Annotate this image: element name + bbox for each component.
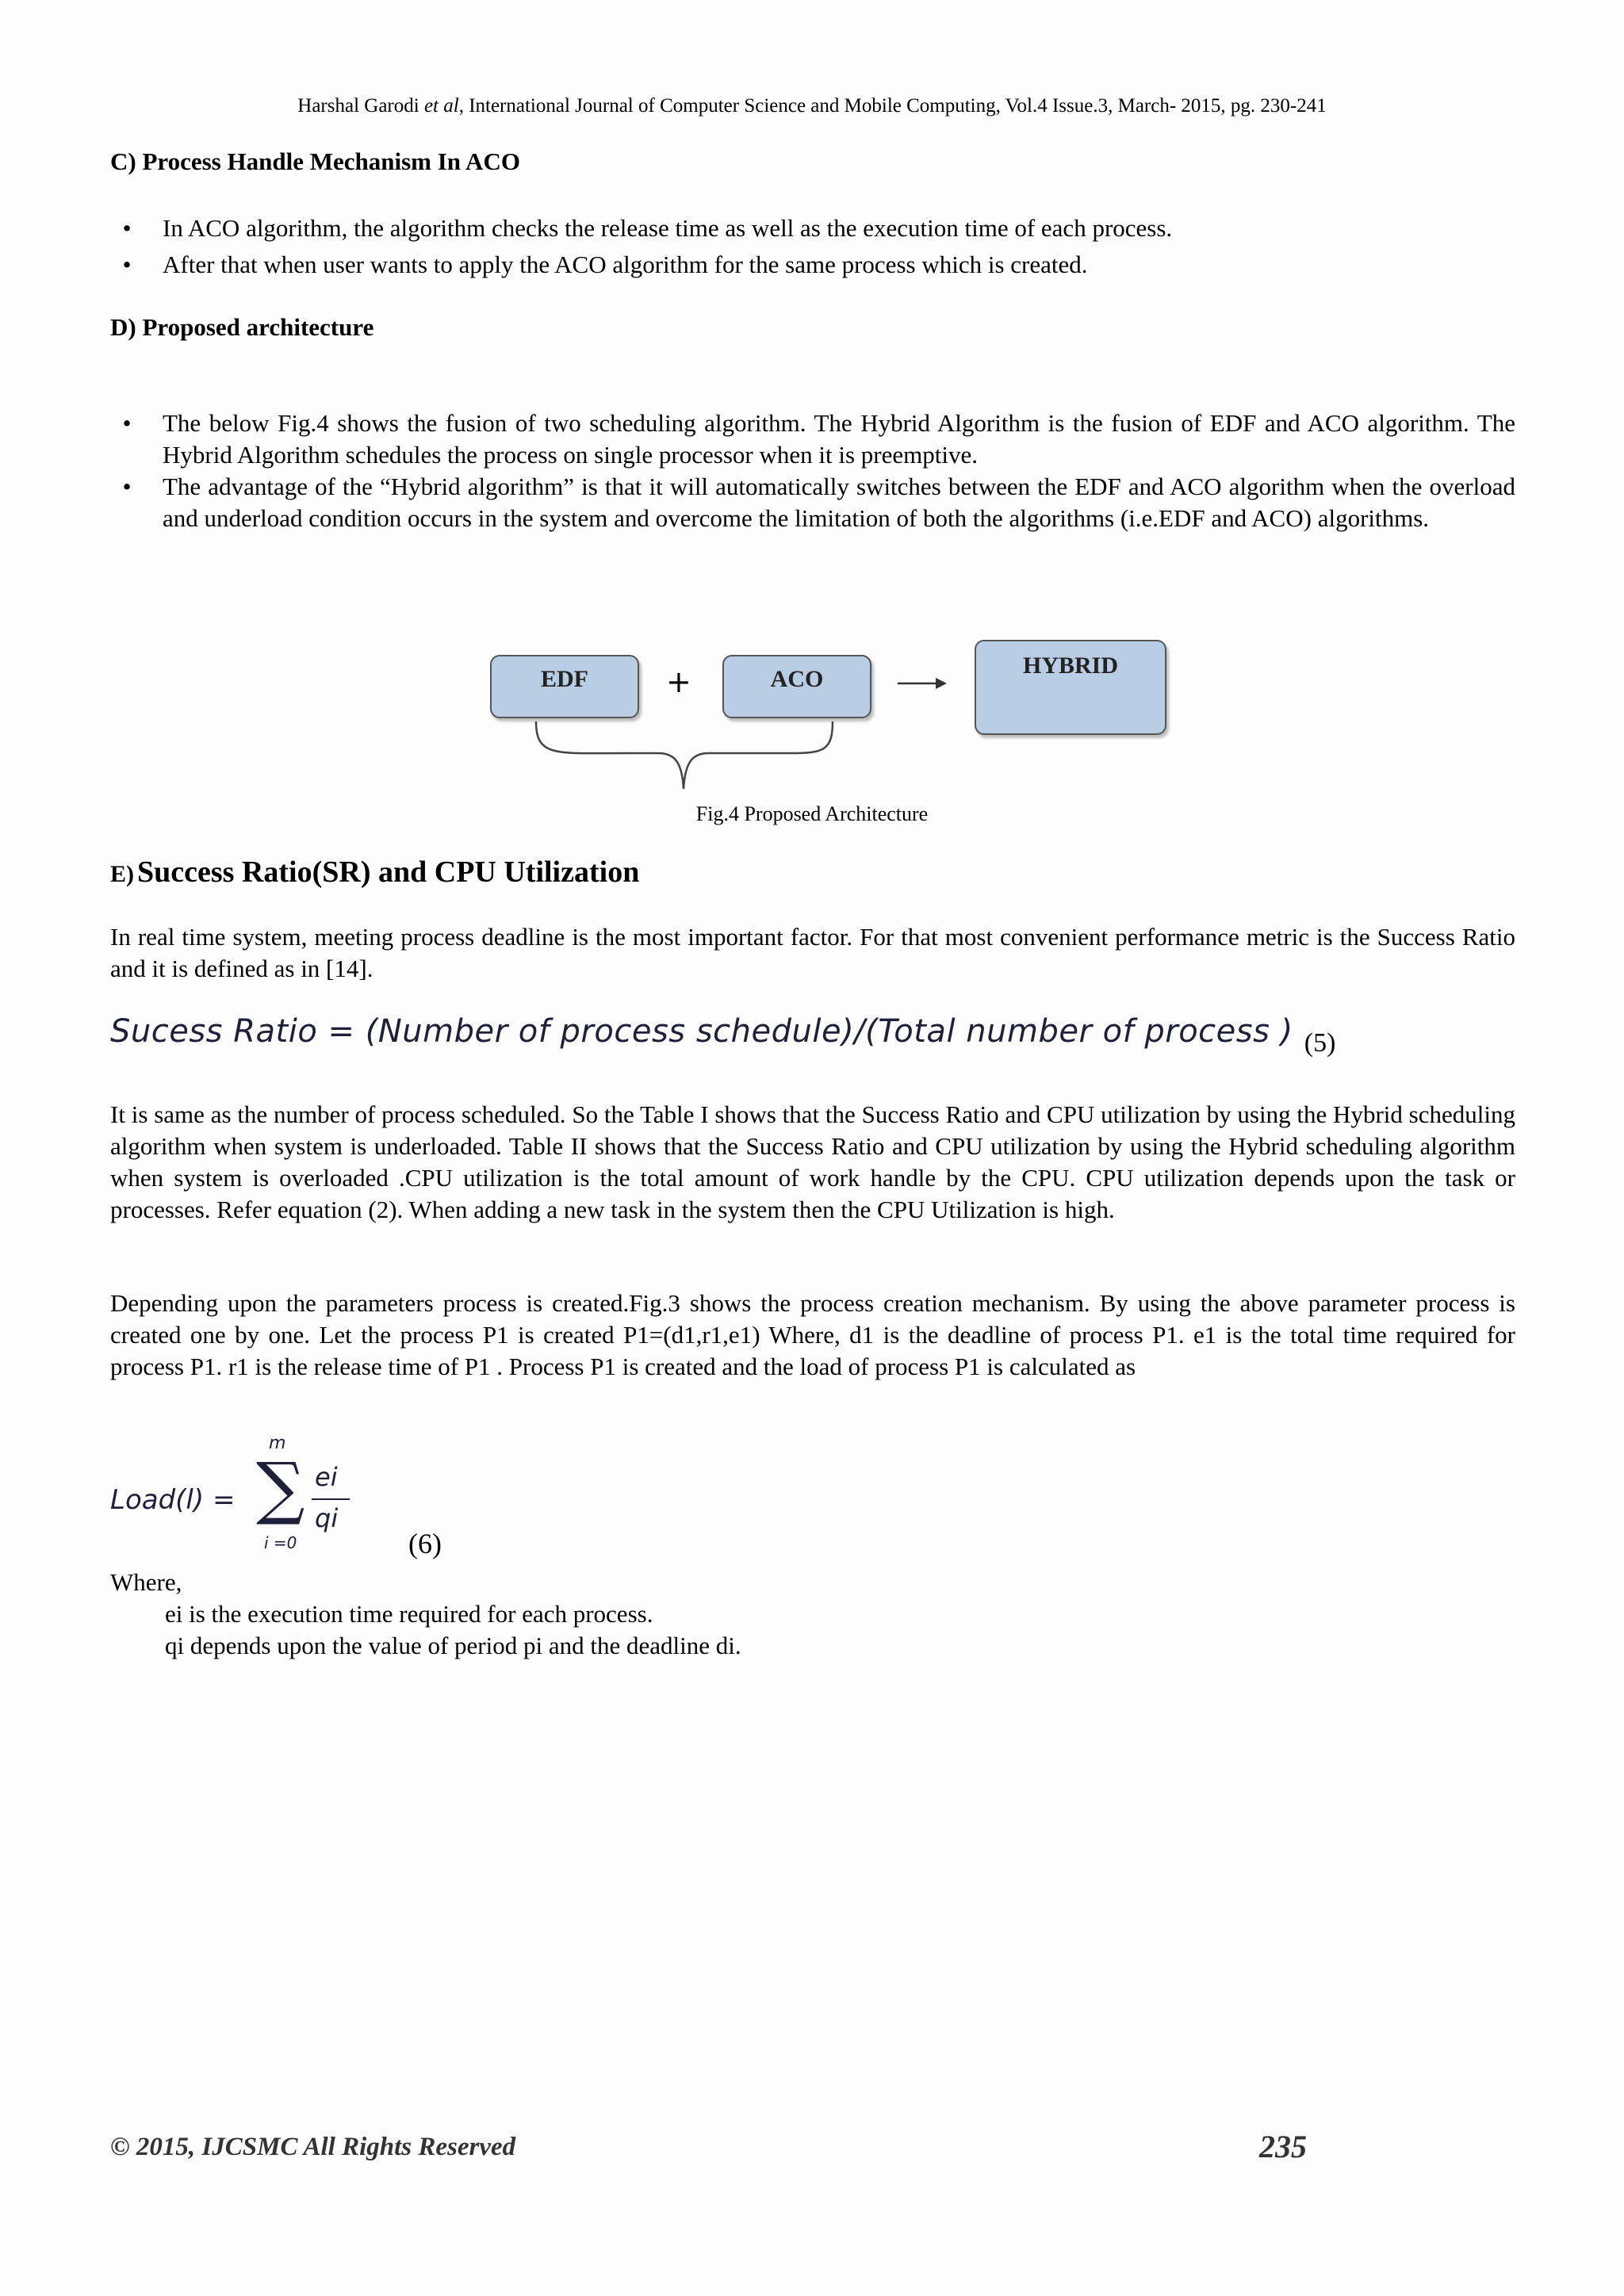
bullet-icon: • — [122, 473, 132, 500]
aco-label: ACO — [770, 666, 824, 692]
eq6-numerator: ei — [315, 1462, 338, 1492]
section-e-prefix: E) — [110, 861, 134, 887]
eq6-lower-limit: i =0 — [264, 1533, 297, 1552]
equation-5 — [110, 1013, 1336, 1058]
brace-icon — [536, 721, 833, 789]
bullet-text: After that when user wants to apply the ACO algorithm for the same process which is created. — [163, 251, 1088, 278]
header-journal: , International Journal of Computer Science and Mobile Computing, Vol.4 Issue.3, March- 2015, pg. 230-241 — [458, 95, 1327, 117]
plus-sign: + — [666, 664, 691, 699]
section-e-para2: It is same as the number of process scheduled. So the Table I shows that the Success Ratio and CPU utilization by using the Hybrid scheduling algorithm when system is underloaded. Table II shows that the Success Ratio and CPU utilization by using the Hybrid scheduling algorithm when system is overloaded .CPU utilization is the total amount of work handle by the CPU. CPU utilization depends upon the task or processes. Refer equation (2). When adding a new task in the system then the CPU Utilization is high. — [110, 1100, 1515, 1223]
where-label: Where, — [110, 1568, 182, 1596]
page-number: 235 — [1259, 2129, 1307, 2164]
hybrid-label: HYBRID — [1022, 652, 1118, 679]
bullet-icon: • — [122, 409, 132, 437]
copyright: © 2015, IJCSMC All Rights Reserved — [110, 2133, 516, 2161]
fraction-bar — [312, 1498, 350, 1500]
hybrid-box — [975, 640, 1166, 735]
list-item — [122, 471, 1515, 534]
section-e-heading — [110, 855, 639, 890]
sigma-icon: ∑ — [256, 1448, 305, 1528]
bullet-text: The below Fig.4 shows the fusion of two scheduling algorithm. The Hybrid Algorithm is the fusion of EDF and ACO algorithm. The Hybrid Algorithm schedules the process on single processor when it is preemptive. — [163, 409, 1515, 469]
edf-box — [490, 655, 639, 718]
where-ei: ei is the execution time required for each process. — [165, 1600, 653, 1628]
section-e-para1: In real time system, meeting process deadline is the most important factor. For that most convenient performance metric is the Success Ratio and it is defined as in [14]. — [110, 923, 1515, 982]
eq6-denominator: qi — [315, 1503, 339, 1533]
section-e-para3: Depending upon the parameters process is created.Fig.3 shows the process creation mechanism. By using the above parameter process is created one by one. Let the process P1 is created P1=(d1,r1,e1) Where, d1 is the deadline of process P1. e1 is the total time required for process P1. r1 is the release time of P1 . Process P1 is created and the load of process P1 is calculated as — [110, 1289, 1515, 1380]
section-c-heading: C) Process Handle Mechanism In ACO — [110, 147, 520, 175]
bullet-icon: • — [122, 251, 132, 278]
section-c-bullets — [122, 212, 1515, 281]
list-item — [122, 408, 1515, 471]
bullet-text: The advantage of the “Hybrid algorithm” is that it will automatically switches between the EDF and ACO algorithm when the overload and underload condition occurs in the system and overcome the limitation of both the algorithms (i.e.EDF and ACO) algorithms. — [163, 473, 1515, 532]
aco-box — [722, 655, 871, 718]
section-e-title: Success Ratio(SR) and CPU Utilization — [137, 855, 640, 889]
arrow-head-icon — [936, 678, 947, 689]
eq5-number: (5) — [1304, 1028, 1336, 1058]
where-qi: qi depends upon the value of period pi and the deadline di. — [165, 1632, 741, 1659]
running-header — [0, 95, 1624, 117]
section-d-bullets — [122, 408, 1515, 534]
list-item — [122, 249, 1515, 281]
list-item — [122, 212, 1515, 244]
figure-caption: Fig.4 Proposed Architecture — [695, 802, 929, 825]
header-author: Harshal Garodi — [297, 95, 424, 117]
section-d-heading: D) Proposed architecture — [110, 313, 374, 341]
bullet-icon: • — [122, 214, 132, 242]
eq6-number: (6) — [408, 1528, 442, 1559]
edf-label: EDF — [541, 666, 588, 692]
eq6-lhs: Load(l) = — [110, 1484, 236, 1516]
equation-6 — [110, 1433, 523, 1560]
eq6-upper-limit: m — [269, 1433, 286, 1453]
bullet-text: In ACO algorithm, the algorithm checks the release time as well as the execution time of each process. — [163, 214, 1173, 242]
header-etal: et al — [423, 95, 459, 117]
eq5-formula: Sucess Ratio = (Number of process schedule)/(Total number of process ) — [110, 1013, 1293, 1050]
